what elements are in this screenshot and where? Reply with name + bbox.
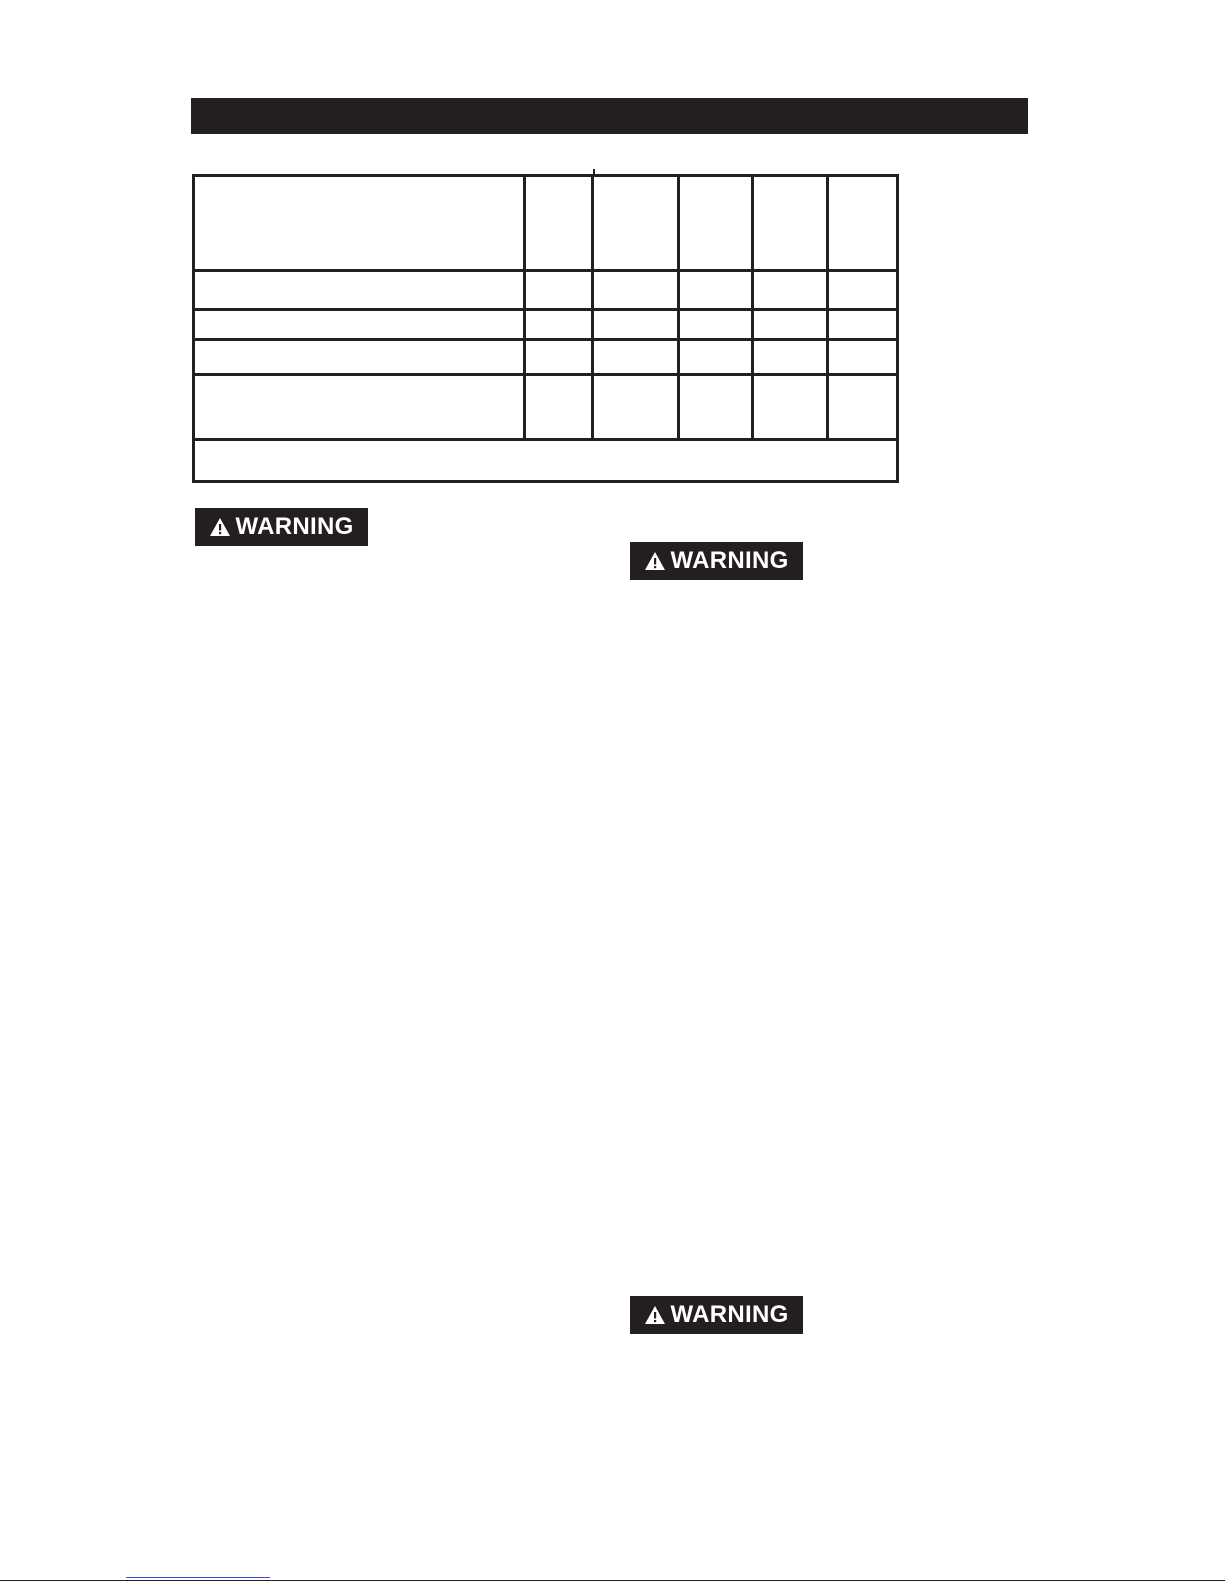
table-cell <box>525 310 593 340</box>
table-cell <box>753 375 828 440</box>
footer-rule <box>0 1580 1225 1581</box>
table-footer-row <box>194 440 898 482</box>
table-cell <box>194 340 525 375</box>
warning-triangle-icon <box>644 1305 666 1325</box>
warning-text: WARNING <box>670 1301 789 1328</box>
table-cell <box>679 271 753 310</box>
table-cell <box>828 375 898 440</box>
table-cell <box>753 340 828 375</box>
warning-label <box>630 542 803 580</box>
table-cell <box>679 375 753 440</box>
warning-label <box>630 1296 803 1334</box>
table-cell <box>593 310 679 340</box>
table-cell <box>828 271 898 310</box>
table-cell <box>679 340 753 375</box>
table-cell <box>525 375 593 440</box>
table-header-row <box>194 176 898 271</box>
table-cell <box>525 271 593 310</box>
table-header-cell <box>593 176 679 271</box>
table-cell <box>525 340 593 375</box>
table-cell <box>593 271 679 310</box>
table-cell <box>679 310 753 340</box>
table-cell <box>194 271 525 310</box>
table-cell <box>828 310 898 340</box>
table-cell <box>194 375 525 440</box>
table-cell <box>593 340 679 375</box>
table-header-cell <box>525 176 593 271</box>
table-cell <box>828 340 898 375</box>
table-row <box>194 340 898 375</box>
warning-triangle-icon <box>644 551 666 571</box>
table-cell <box>753 310 828 340</box>
table-header-cell <box>828 176 898 271</box>
table-cell <box>194 310 525 340</box>
table-header-cell <box>753 176 828 271</box>
table-header-cell <box>194 176 525 271</box>
warning-text: WARNING <box>670 547 789 574</box>
table-cell <box>753 271 828 310</box>
table-cell <box>593 375 679 440</box>
table-row <box>194 375 898 440</box>
section-header-bar <box>191 98 1028 134</box>
table-row <box>194 271 898 310</box>
warning-text: WARNING <box>235 513 354 540</box>
warning-label <box>195 508 368 546</box>
spec-table <box>192 174 899 483</box>
footer-link-underline <box>126 1577 270 1578</box>
table-row <box>194 310 898 340</box>
table-header-cell <box>679 176 753 271</box>
warning-triangle-icon <box>209 517 231 537</box>
table-footer-cell <box>194 440 898 482</box>
